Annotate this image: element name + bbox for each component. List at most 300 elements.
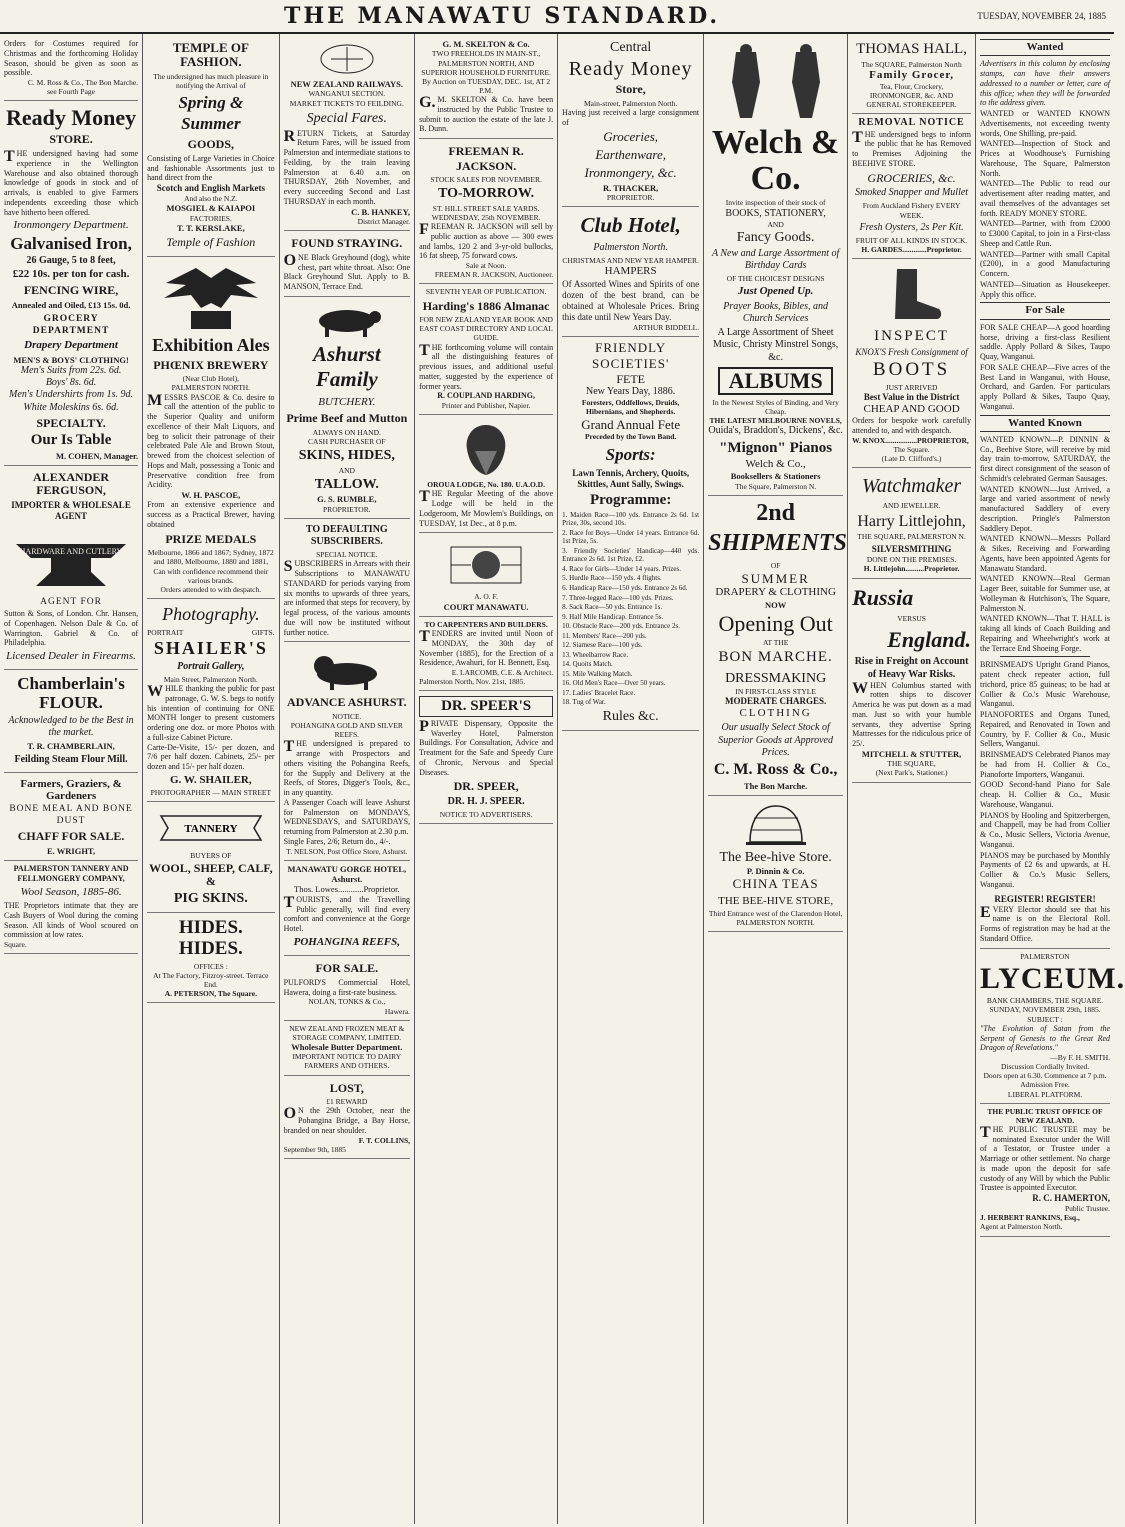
fete-heading: FETE: [616, 371, 645, 386]
wanted-item: WANTED—The Public to read our advertisement after reading matter, and avail themselves of the advantages set forth. READY MONEY STORE.: [980, 179, 1111, 218]
column-5: [558, 34, 704, 1524]
next-parks: (Next Park's, Stationer.): [875, 768, 948, 778]
race-item: 4. Race for Girls—Under 14 years. Prizes.: [562, 564, 681, 573]
boot-illustration: [852, 265, 971, 325]
temple-of-fashion-ad: [147, 36, 274, 257]
jackson-heading: FREEMAN R. JACKSON.: [448, 144, 524, 173]
brewery-ad: [147, 257, 274, 599]
near-club-hotel: (Near Club Hotel),: [182, 374, 240, 384]
chaff-for-sale: CHAFF FOR SALE.: [17, 829, 125, 844]
undershirts-line: Men's Undershirts from 1s. 9d.: [9, 389, 134, 401]
thomas-hall: THOMAS HALL,: [856, 41, 967, 57]
welch-co: Welch & Co.: [711, 124, 840, 197]
farmers-ad: [4, 773, 138, 861]
race-item: 9. Half Mile Handicap. Entrance 5s.: [562, 612, 664, 621]
subject-label: SUBJECT :: [1027, 1014, 1063, 1024]
skelton-ad: [419, 36, 553, 139]
markets-line: Scotch and English Markets: [156, 183, 265, 194]
tannery-ribbon-text: TANNERY: [184, 823, 238, 836]
chamberlain-ad: [4, 670, 138, 772]
known-item: WANTED KNOWN—That T. HALL is taking all kinds of Coach Building and Repairing and Wheelwright's work at the Terrace End Shoeing Forge.: [980, 614, 1111, 653]
thacker-proprietor: PROPRIETOR.: [606, 193, 655, 203]
choicest-designs: OF THE CHOICEST DESIGNS: [726, 274, 825, 284]
piano-item: GOOD Second-hand Piano for Sale cheap. H. Collier & Co., Music Warehouse, Wanganui.: [980, 780, 1111, 809]
factories-line: FACTORIES.: [189, 213, 232, 223]
knox-fresh: KNOX'S Fresh Consignment of: [855, 346, 968, 357]
boys-line: Boys' 8s. 6d.: [45, 377, 97, 389]
town-band: Preceded by the Town Band.: [584, 432, 677, 442]
tannery-ad: [147, 802, 274, 913]
buyers-of: BUYERS OF: [190, 851, 232, 861]
hamerton-name: R. C. HAMERTON,: [1032, 1193, 1111, 1204]
melbourne-novels: THE LATEST MELBOURNE NOVELS,: [709, 416, 842, 426]
known-list: [980, 435, 1110, 654]
temple-heading: TEMPLE OF FASHION.: [172, 40, 249, 70]
brewery-text: MESSRS PASCOE & Co. desire to call the attention of the public to the Superior Quality and uniform excellence of their Malt Liquors, and beg to solicit their patronage of their celebrated Pale Ale and Brown Stout, brewed from the choicest selection of Hops and Malt, possessing a Tonic and Preservative condition free from Acidity.: [147, 391, 275, 490]
suits-line: Men's Suits from 22s. 6d.: [20, 364, 122, 376]
portrait-gifts: [147, 628, 274, 637]
wednesday-line: WEDNESDAY, 25th NOVEMBER.: [431, 212, 541, 222]
temple-text: The undersigned has much pleasure in notifying the Arrival of: [153, 71, 269, 90]
found-straying-ad: [284, 231, 411, 297]
defaulting-ad: [284, 519, 411, 643]
wanganui-section: WANGANUI SECTION.: [308, 89, 386, 99]
watchmaker: Watchmaker: [861, 475, 962, 498]
freeman-text: FREEMAN R. JACKSON will sell by public auction as above — 300 ewes and lambs, 120 2 and 3-yr-old bullocks, 16 fat sheep, 75 forward cows.: [419, 221, 554, 261]
beehive-ad: [708, 796, 843, 932]
russia-england-ad: [852, 579, 971, 783]
medals-list: Melbourne, 1866 and 1867; Sydney, 1872 and 1880, Melbourne, 1880 and 1881,: [147, 548, 274, 567]
race-item: 3. Friendly Societies' Handicap—440 yds. Entrance 2s 6d. 1st Prize, £2.: [562, 546, 700, 564]
wool-sheep-calf: WOOL, SHEEP, CALF, &: [149, 861, 273, 889]
hawera-line: Hawera.: [384, 1006, 411, 1016]
advance-ashurst: ADVANCE ASHURST.: [287, 695, 407, 710]
harry-littlejohn: Harry Littlejohn,: [857, 512, 966, 530]
pascoe-name: W. H. PASCOE,: [181, 490, 241, 501]
costumes-text: Orders for Costumes required for Christmas and the forthcoming Holiday Season, should be given as soon as possible.: [4, 39, 139, 78]
columns: [0, 34, 1125, 1524]
peterson-name: A. PETERSON, The Square.: [164, 989, 257, 999]
advance-ashurst-ad: [284, 642, 411, 860]
ironmonger-line: IRONMONGER, &c. AND GENERAL STOREKEEPER.: [866, 91, 957, 110]
freeholds-line: TWO FREEHOLDS IN MAIN-ST., PALMERSTON NORTH, AND SUPERIOR HOUSEHOLD FURNITURE.: [421, 49, 552, 77]
factory-address: At The Factory, Fitzroy-street. Terrace End.: [153, 970, 269, 990]
for-sale-hotel-ad: [284, 956, 411, 1020]
thomas-square: The SQUARE, Palmerston North: [861, 59, 962, 69]
of-label: OF: [770, 561, 781, 571]
carte-text: Carte-De-Visite, 15/- per dozen, and 7/6 per half dozen. Cabinets, 25/- per dozen and 15/- per half dozen.: [147, 742, 275, 772]
knox-proprietor: W. KNOX.................PROPRIETOR,: [852, 435, 969, 445]
register-ad: [980, 891, 1110, 949]
found-straying: FOUND STRAYING.: [291, 236, 403, 251]
welch-sign: Welch & Co.,: [745, 458, 806, 471]
pulford-text: PULFORD'S Commercial Hotel, Hawera, doing a first-rate business.: [283, 977, 411, 997]
coach-text: A Passenger Coach will leave Ashurst for Palmerston on MONDAYS, WEDNESDAYS, and SATURDAYS, returning from Palmerston at 2.30 p.m.: [283, 797, 411, 837]
rumble-name: G. S. RUMBLE,: [317, 494, 377, 505]
anvil-icon: [11, 524, 131, 594]
railways-heading: NEW ZEALAND RAILWAYS.: [290, 79, 403, 89]
subscribers-text: SUBSCRIBERS in Arrears with their Subscriptions to MANAWATU STANDARD for periods varying from six months to upwards of three years, are informed that steps for recovery, by legal process, of the various amounts due will now be instituted without further notice.: [283, 558, 411, 637]
bon-marche: BON MARCHE.: [718, 648, 833, 665]
best-in-market: Acknowledged to be the Best in the market.: [8, 714, 134, 739]
albums-sub: In the Newest Styles of Binding, and Very Cheap.: [712, 397, 839, 417]
sale-yards: ST. HILL STREET SALE YARDS.: [432, 203, 540, 213]
portrait-gallery: Portrait Gallery,: [177, 660, 245, 672]
and-jeweller: AND JEWELLER.: [882, 501, 941, 511]
register-heading: REGISTER! REGISTER!: [994, 893, 1096, 904]
druid-head-icon: [451, 421, 521, 477]
central-heading: Central: [610, 40, 652, 55]
welch-square: The Square, Palmerston N.: [735, 481, 817, 491]
mitchell-square: THE SQUARE,: [887, 759, 936, 769]
and-label: AND: [767, 219, 784, 229]
public-trust-heading: THE PUBLIC TRUST OFFICE OF NEW ZEALAND.: [987, 1106, 1103, 1125]
almanac-text: THE forthcoming volume will contain all the distinguishing features of previous issues, and additional useful matter, suggested by the experience of former years.: [419, 341, 554, 391]
wanted-item: WANTED—Partner with small Capital (£200), in a good Manufacturing Concern.: [980, 249, 1111, 279]
wanted-list: [980, 109, 1110, 299]
our-is-table: Our Is Table: [30, 432, 112, 449]
exhibition-ales: Exhibition Ales: [152, 334, 270, 355]
importer-line: IMPORTER & WHOLESALE AGENT: [11, 499, 131, 521]
piano-item: BRINSMEAD'S Celebrated Pianos may be had from H. Collier & Co., Pianoforte Importers, Wanganui.: [980, 750, 1111, 779]
divider: [1000, 656, 1090, 657]
race-item: 8. Sack Race—50 yds. Entrance 1s.: [562, 603, 663, 612]
register-text: EVERY Elector should see that his name is on the Electoral Roll. Forms of registration may be had at the Standard Office.: [980, 903, 1111, 943]
second-heading: 2nd: [756, 499, 795, 526]
knox-text: Orders for bespoke work carefully attended to, and with despatch.: [852, 416, 972, 435]
tallow: TALLOW.: [314, 476, 379, 492]
tannery-text: THE Proprietors intimate that they are Cash Buyers of Wool during the coming Season. All kinds of Wool scoured on commission at low rates.: [4, 901, 139, 940]
aof-label: A. O. F.: [474, 592, 498, 602]
sale-item: FOR SALE CHEAP—A good hoarding horse, driving a first-class Resilient saddle. Apply Pollard & Sikes, Taupo Quay, Wanganui.: [980, 322, 1111, 362]
bank-chambers: BANK CHAMBERS, THE SQUARE.: [986, 996, 1104, 1006]
club-hotel-ad: [562, 207, 699, 336]
shailer-address: Main Street, Palmerston North.: [163, 675, 258, 685]
fresh-oysters: Fresh Oysters, 2s Per Kit.: [859, 221, 964, 233]
earthenware: Earthenware,: [595, 147, 666, 163]
sunday-date: SUNDAY, NOVEMBER 29th, 1885.: [989, 1005, 1101, 1015]
speer-2: DR. H. J. SPEER.: [447, 795, 525, 807]
agencies-list: Sutton & Sons, of London. Chr. Hansen, of Copenhagen. Nelson Dale & Co. of Warrington. Gabriel & Co. of Philadelphia.: [4, 609, 139, 648]
always-on-hand: ALWAYS ON HAND.: [312, 428, 381, 438]
and-line: AND: [338, 465, 355, 475]
ferguson-ad: [4, 466, 138, 670]
known-item: WANTED KNOWN—Real German Lager Beer, suitable for Summer use, at Wolleyman & Hutchison's, The Square, Palmerston N.: [980, 574, 1111, 613]
sale-at-noon: Sale at Noon.: [465, 261, 507, 271]
sports-heading: Sports:: [605, 444, 656, 464]
late-clifford: (Late D. Clifford's.): [881, 453, 942, 463]
dinnin-co: P. Dinnin & Co.: [746, 866, 805, 877]
for-sale-heading: For Sale: [980, 302, 1110, 319]
pohangina-reefs-head: POHANGINA GOLD AND SILVER REEFS.: [290, 721, 403, 740]
groceries-heading: GROCERIES, &c.: [867, 170, 956, 185]
moderate-charges: MODERATE CHARGES.: [724, 696, 827, 707]
despatch-line: Orders attended to with despatch.: [160, 584, 262, 594]
issue-date: TUESDAY, NOVEMBER 24, 1885: [977, 11, 1106, 21]
pohangina-reefs: POHANGINA REEFS,: [293, 935, 400, 948]
wanted-heading: Wanted: [980, 39, 1110, 56]
thomas-hall-ad: [852, 36, 971, 114]
wanted-item: WANTED—Situation as Housekeeper. Apply this office.: [980, 279, 1111, 299]
spring-summer: Spring & Summer: [178, 92, 244, 133]
anvil-illustration: [4, 524, 138, 594]
eagle-illustration: [147, 263, 274, 333]
drapery-heading: Drapery Department: [24, 339, 118, 352]
newspaper-title: THE MANAWATU STANDARD.: [283, 3, 721, 29]
grocery-heading: GROCERY DEPARTMENT: [32, 314, 110, 336]
ironmongery-heading: Ironmongery Department.: [13, 219, 129, 232]
sale-item: FOR SALE CHEAP—Five acres of the Best Land in Wanganui, with House, Orchard, and Garden. For particulars apply Pollard & Sikes, Taupo Quay, Wanganui.: [980, 362, 1111, 411]
beehive-illustration: [708, 802, 843, 846]
race-list: [562, 511, 699, 707]
race-item: 17. Ladies' Bracelet Race.: [562, 688, 636, 697]
foresters-emblem-icon: [441, 539, 531, 589]
fruit-line: FRUIT OF ALL KINDS IN STOCK.: [855, 235, 968, 245]
clothing-heading: CLOTHING: [739, 707, 812, 720]
rumble-proprietor: PROPRIETOR.: [323, 504, 371, 514]
foresters-list: Foresters, Oddfellows, Druids, Hibernians, and Shepherds.: [581, 398, 680, 417]
doors-line: Doors open at 6.30. Commence at 7 p.m.: [983, 1071, 1107, 1081]
boot-icon: [877, 265, 947, 325]
pig-skins: PIG SKINS.: [173, 890, 248, 906]
china-teas: CHINA TEAS: [732, 876, 819, 892]
mignon-pianos: "Mignon" Pianos: [719, 439, 833, 456]
gorge-hotel: MANAWATU GORGE HOTEL, Ashurst.: [287, 863, 407, 885]
cohen-manager: M. COHEN, Manager.: [56, 450, 139, 461]
phoenix-brewery: PHŒNIX BREWERY: [153, 357, 269, 372]
trust-text: THE PUBLIC TRUSTEE may be nominated Executor under the Will of a Testator, or Trustee under a Marriage or other settlement. No charge is made upon the deposit for safe custody of any Will by which the Public Trustee is appointed Executor.: [980, 1123, 1111, 1193]
farmers-heading: Farmers, Graziers, & Gardeners: [20, 777, 122, 802]
column-2: [143, 34, 279, 1524]
liberal-platform: LIBERAL PLATFORM.: [1007, 1089, 1083, 1099]
race-item: 7. Three-legged Race—100 yds. Prizes.: [562, 593, 674, 602]
friendly-fete-ad: [562, 337, 699, 732]
shailer-text: WHILE thanking the public for past patronage, G. W. S. begs to notify his intention of continuing for ONE MONTH longer to present customers ordering one doz. or more Photos with a full-size Cabinet Picture.: [147, 683, 275, 742]
column-1: [0, 34, 143, 1524]
skelton-text: G.M. SKELTON & Co. have been instructed by the Public Trustee to submit to auction the estate of the late J. B. Dunn.: [419, 94, 554, 134]
ross-co: C. M. Ross & Co.,: [713, 760, 838, 778]
ouida-line: Ouida's, Braddon's, Dickens', &c.: [708, 425, 843, 437]
race-item: 10. Obstacle Race—200 yds. Entrance 2s.: [562, 622, 680, 631]
cash-purchaser: CASH PURCHASER OF: [308, 437, 386, 447]
piano-item: PIANOFORTES and Organs Tuned, Repaired, and Renovated in Town and Country, by F. Collier & Co., Music Sellers, Wanganui.: [980, 710, 1111, 749]
versus: VERSUS: [897, 614, 926, 624]
store-text: THE undersigned having had some experience in the Wellington Warehouse and also obtained thorough knowledge of goods in stock and of arrivals, is enabled to give Farmers independents exceeding those which have hitherto been offered.: [4, 148, 139, 217]
seventh-year: SEVENTH YEAR OF PUBLICATION.: [425, 287, 547, 297]
special-fares: Special Fares.: [306, 110, 387, 126]
speer-name: DR. SPEER,: [453, 779, 519, 794]
beehive-store-2: THE BEE-HIVE STORE,: [718, 895, 834, 908]
railway-crest: [284, 42, 411, 76]
hampers-text: Of Assorted Wines and Spirits of one dozen of the best brand, can be obtained at Wholesale Prices. Bring this date until New Years Day.: [562, 278, 700, 322]
offices-label: OFFICES :: [193, 961, 228, 971]
lodge-text: THE Regular Meeting of the above Lodge will be held in the Lodgeroom, Mr Mowlem's Buildings, on TUESDAY, 1st Dec., at 8 p.m.: [419, 488, 554, 528]
known-item: WANTED KNOWN—Just Arrived, a large and varied assortment of newly manufactured Saddlery of every description. Pringle's Palmerston Saddlery Depot.: [980, 484, 1111, 533]
piano-item: PIANOS by Hooling and Spitzerbergen, and Chappell, may be had from Collier & Co., Music Sellers, Victoria Avenue, Wanganui.: [980, 810, 1111, 849]
third-entrance: Third Entrance west of the Clarendon Hotel,: [708, 908, 843, 918]
tannery-co-ad: [4, 861, 138, 954]
programme-heading: Programme:: [589, 492, 672, 509]
district-manager: District Manager.: [357, 217, 411, 227]
known-item: WANTED KNOWN—Messrs Pollard & Sikes, Receiving and Forwarding Agents, have been appointed Agents for Manawatu Standard.: [980, 534, 1111, 573]
wanted-note: Advertisers in this column by enclosing stamps, can have their answers addressed to a number or letter, care of this office; when they will be forwarded to the address given.: [980, 59, 1111, 108]
race-item: 11. Members' Race—200 yds.: [562, 631, 647, 640]
dressmaking: DRESSMAKING: [725, 670, 827, 686]
public-trustee: Public Trustee.: [1065, 1204, 1111, 1214]
shailer-name: G. W. SHAILER,: [170, 773, 252, 786]
moleskins-line: White Moleskins 6s. 6d.: [23, 401, 119, 413]
wanted-item: WANTED or WANTED KNOWN Advertisements, not exceeding twenty words, One Shilling, pre-paid.: [980, 109, 1111, 138]
central-store-ad: [562, 36, 699, 207]
dairy-notice: IMPORTANT NOTICE TO DAIRY FARMERS AND OTHERS.: [292, 1052, 402, 1071]
also-line: And also the N.Z.: [184, 194, 238, 204]
knox-boots-ad: [852, 259, 971, 468]
wanted-item: WANTED—Inspection of Stock and Prices at Woodhouse's Furnishing Warehouse, The Square, Palmerston North.: [980, 139, 1111, 178]
beehive-palmerston: PALMERSTON NORTH.: [736, 917, 815, 927]
at-the: AT THE: [762, 638, 789, 648]
aof-emblem: [419, 539, 553, 589]
smith-sign: —By F. H. SMITH.: [1050, 1053, 1111, 1062]
brewery-palmerston: PALMERSTON NORTH.: [171, 383, 250, 393]
race-item: 16. Old Men's Race—Over 50 years.: [562, 679, 666, 688]
photographer-line: PHOTOGRAPHER — MAIN STREET: [150, 788, 272, 798]
harding-name: R. COUPLAND HARDING,: [437, 391, 535, 401]
palmerston-tannery: PALMERSTON TANNERY AND FELLMONGERY COMPANY,: [13, 864, 129, 883]
opening-out: Opening Out: [718, 611, 833, 637]
butchery-ad: [284, 297, 411, 519]
ironmongery: Ironmongery, &c.: [584, 165, 677, 181]
portrait-label: PORTRAIT: [147, 627, 184, 637]
costumes-ad: [4, 36, 138, 101]
jackson-sign: FREEMAN R. JACKSON, Auctioneer.: [434, 270, 554, 280]
discussion-line: Discussion Cordially Invited.: [1000, 1062, 1090, 1072]
lion-icon: [302, 648, 392, 692]
annealed-line: Annealed and Oiled, £13 15s. 0d.: [11, 299, 131, 310]
biddell-sign: ARTHUR BIDDELL.: [632, 322, 700, 332]
tomorrow: TO-MORROW.: [438, 186, 535, 202]
lyceum-palmerston: PALMERSTON: [1020, 951, 1070, 961]
nelson-sign: T. NELSON, Post Office Store, Ashurst.: [286, 846, 408, 856]
almanac-heading: Harding's 1886 Almanac: [422, 298, 550, 313]
see-fourth-page: see Fourth Page: [47, 87, 96, 97]
club-hotel: Club Hotel,: [580, 213, 681, 238]
masthead: [0, 0, 1114, 34]
books-stationery: BOOKS, STATIONERY,: [725, 207, 826, 219]
price-line: £22 10s. per ton for cash.: [12, 267, 130, 280]
anvil-text: HARDWARE AND CUTLERY: [19, 547, 123, 557]
larcomb-date: Palmerston North, Nov. 21st, 1885.: [419, 677, 526, 687]
race-item: 13. Wheelbarrow Race.: [562, 650, 629, 659]
sept-date: September 9th, 1885: [283, 1144, 346, 1154]
summer-label: SUMMER: [741, 570, 810, 586]
fancy-goods: Fancy Goods.: [736, 229, 815, 245]
prime-beef: Prime Beef and Mutton: [286, 411, 408, 426]
removal-notice: REMOVAL NOTICE: [858, 117, 965, 129]
column-3: [280, 34, 416, 1524]
found-text: ONE Black Greyhound (dog), white chest, part white throat. Also: One Black Greyhound Slut. Apply to B. MANSON, Terrace End.: [283, 251, 411, 292]
speer-ad: [419, 691, 553, 824]
oroua-lodge-ad: [419, 415, 553, 533]
piano-list: [980, 660, 1110, 889]
frozen-meat-co: NEW ZEALAND FROZEN MEAT & STORAGE COMPANY, LIMITED.: [289, 1023, 405, 1042]
lost-heading: LOST,: [329, 1080, 364, 1095]
drapery-clothing: DRAPERY & CLOTHING: [715, 586, 836, 599]
smoked-snapper: Smoked Snapper and Mullet: [855, 187, 969, 199]
central-text: Having just received a large consignment of: [562, 107, 700, 127]
defaulting-heading: TO DEFAULTING SUBSCRIBERS.: [305, 523, 388, 547]
fencing-wire: FENCING WIRE,: [23, 283, 119, 298]
skelton-heading: G. M. SKELTON & Co.: [442, 39, 530, 49]
hides-ad: [147, 913, 274, 1003]
the-bon-marche: The Bon Marche.: [743, 780, 808, 791]
tenders-text: TENDERS are invited until Noon of MONDAY, the 30th day of November (1885), for the Erection of a Residence, Awahuri, for H. Bennett, Esq.: [419, 628, 554, 668]
gorge-hotel-ad: [284, 861, 411, 956]
club-palmerston: Palmerston North.: [593, 242, 668, 254]
knox-square: The Square.: [893, 444, 930, 454]
fares-text: Single Fares, 2/6; Return do., 4/-.: [283, 836, 391, 846]
butchery-heading: BUTCHERY.: [318, 396, 376, 409]
court-manawatu: COURT MANAWATU.: [443, 601, 529, 612]
market-tickets: MARKET TICKETS TO FEILDING.: [289, 98, 404, 108]
groceries: Groceries,: [603, 129, 659, 145]
prayer-books: Prayer Books, Bibles, and Church Services: [723, 300, 828, 325]
ashurst-family: Ashurst Family: [312, 341, 381, 392]
costumes-sign: C. M. Ross & Co., The Bon Marche.: [27, 78, 139, 87]
grand-annual-fete: Grand Annual Fete: [581, 416, 681, 432]
auckland-fishery: From Auckland Fishery EVERY WEEK.: [862, 201, 961, 220]
known-item: WANTED KNOWN—P. DINNIN & Co., Beehive Store, will receive by mid day train to-morrow, SATURDAY, the first direct consignment of the season of Schmidt's celebrated German Sausages.: [980, 434, 1111, 483]
auction-line: By Auction on TUESDAY, DEC. 1st, AT 2 P.M.: [422, 76, 551, 95]
collins-name: F. T. COLLINS,: [358, 1135, 411, 1145]
thacker-name: R. THACKER,: [602, 182, 659, 193]
speer-heading: DR. SPEER'S: [419, 696, 553, 717]
piano-item: PIANOS may be purchased by Monthly Payments of £2 6s and upwards, at H. Collier & Co.'s Music Sellers, Wanganui.: [980, 850, 1111, 889]
bull-illustration: [284, 303, 411, 339]
shipments-heading: SHIPMENTS: [708, 530, 847, 557]
shailers-heading: SHAILER'S: [153, 638, 268, 659]
just-opened: Just Opened Up.: [737, 285, 814, 298]
sheet-music: A Large Assortment of Sheet Music, Christy Minstrel Songs, &c.: [712, 327, 839, 363]
rankins-agent: Agent at Palmerston North.: [980, 1222, 1063, 1232]
larcomb-sign: E. LARCOMB, C.E. & Architect.: [451, 668, 554, 678]
piano-item: BRINSMEAD'S Upright Grand Pianos, patent check repeater action, full trichord, price 85 guineas; to be had at Collier & Co.'s Music Warehouse, Wanganui.: [980, 660, 1111, 709]
column-7: [848, 34, 976, 1524]
specialty-heading: SPECIALTY.: [36, 415, 106, 430]
goods-heading: GOODS,: [187, 137, 234, 152]
race-item: 15. Mile Walking Match.: [562, 669, 633, 678]
carpenters-ad: [419, 617, 553, 691]
photography-heading: Photography.: [162, 603, 260, 624]
race-item: 18. Tug of War.: [562, 698, 606, 707]
removal-text: THE undersigned begs to inform the public that he has Removed to Premises Adjoining the BEEHIVE STORE.: [852, 128, 972, 168]
medals-text: From an extensive experience and success as a Practical Brewer, having obtained: [147, 500, 275, 529]
lyceum-ad: [980, 949, 1125, 1104]
alexander-ferguson: ALEXANDER FERGUSON,: [33, 470, 110, 498]
birthday-cards: A New and Large Assortment of Birthday Cards: [711, 247, 840, 272]
christmas-hamper: CHRISTMAS AND NEW YEAR HAMPER.: [562, 256, 699, 266]
return-text: RETURN Tickets, at Saturday Return Fares, will be issued from Palmerston and intermediate stations to Feilding, by the train leaving Palmerston at 6.40 a.m. on THURSDAY, 26th November, and every succeeding Second and Last THURSDAY in each month.: [283, 127, 411, 206]
pohangina-text: THE undersigned is prepared to arrange with Prospectors and others visiting the Pohangina Reefs, for the Supply and Delivery at the Reefs, of Stores, Digger's Tools, &c., in any quantity.: [283, 738, 411, 798]
admission-line: Admission Free.: [1020, 1080, 1070, 1090]
hankey-name: C. B. HANKEY,: [351, 206, 411, 217]
photography-ad: [147, 599, 274, 802]
boots-heading: BOOTS: [872, 358, 951, 380]
square-line: Square.: [4, 940, 27, 949]
wanted-known-heading: Wanted Known: [980, 415, 1110, 432]
lost-text: ON the 29th October, near the Pohangina Bridge, a Bay Horse, branded on near shoulder.: [283, 1105, 411, 1135]
booksellers: Booksellers & Stationers: [730, 471, 821, 482]
jackson-ad: [419, 139, 553, 284]
